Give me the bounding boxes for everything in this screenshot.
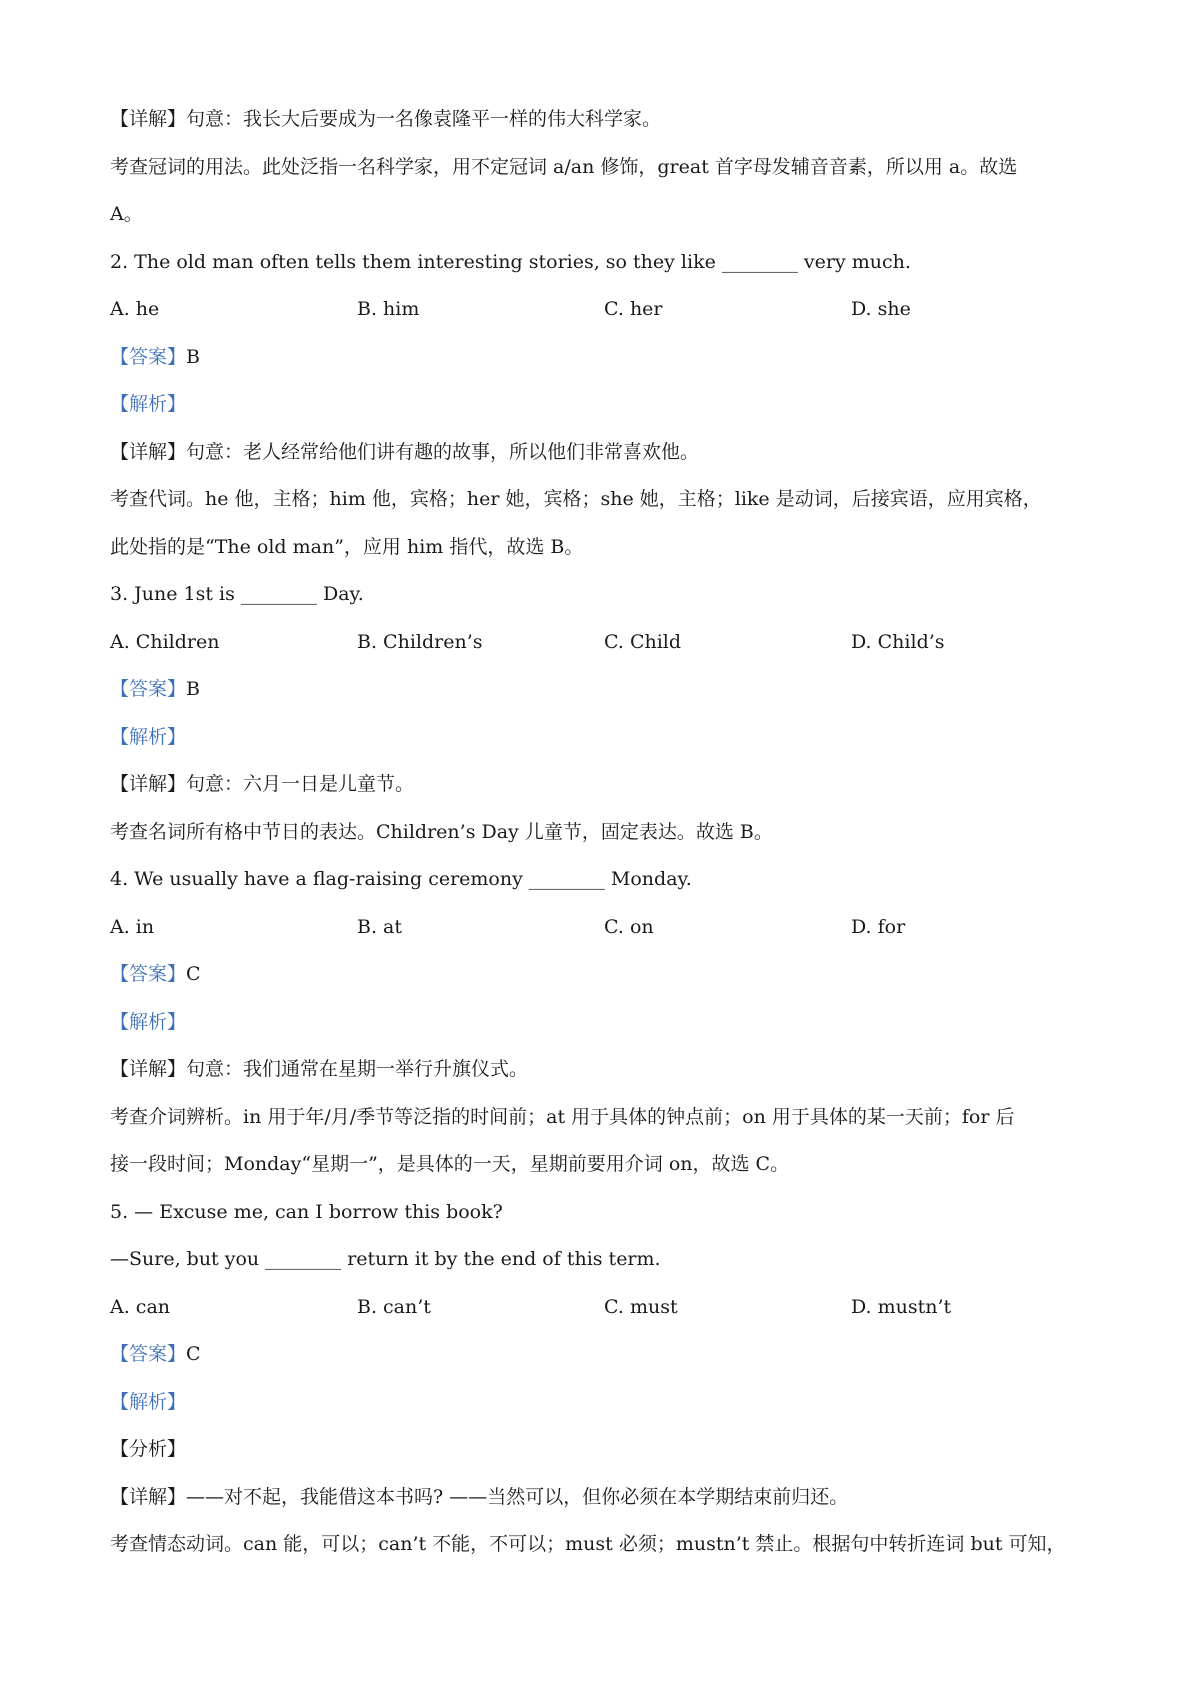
analysis-label: 【解析】 — [110, 393, 187, 415]
text-line: 【详解】句意：老人经常给他们讲有趣的故事，所以他们非常喜欢他。 — [110, 440, 700, 463]
option-item: B. at — [357, 915, 403, 938]
text-line: 【详解】——对不起，我能借这本书吗? ——当然可以，但你必须在本学期结束前归还。 — [110, 1485, 849, 1508]
answer-line — [110, 334, 1100, 382]
answer-label: 【答案】 — [110, 1343, 187, 1365]
option-item: B. Children’s — [357, 630, 483, 653]
text-line: 考查冠词的用法。此处泛指一名科学家，用不定冠词 a/an 修饰，great 首字母发辅音音素，所以用 a。故选 — [110, 155, 1018, 178]
text-line: 3. June 1st is ________ Day. — [110, 583, 364, 605]
text-line: —Sure, but you ________ return it by the end of this term. — [110, 1248, 661, 1270]
option-item: C. on — [604, 915, 654, 938]
answer-value: B — [186, 678, 200, 700]
text-line: 考查代词。he 他，主格；him 他，宾格；her 她，宾格；she 她，主格；like 是动词，后接宾语，应用宾格， — [110, 488, 1042, 510]
option-item: B. him — [357, 298, 420, 320]
text-line: 【分析】 — [110, 1438, 187, 1460]
option-item: C. must — [604, 1295, 678, 1318]
answer-label: 【答案】 — [110, 963, 187, 985]
analysis-label: 【解析】 — [110, 1390, 187, 1413]
option-item: D. for — [851, 915, 906, 938]
answer-options — [110, 286, 1100, 334]
option-item: A. he — [110, 298, 160, 320]
answer-label: 【答案】 — [110, 345, 187, 368]
text-line: 考查情态动词。can 能，可以；can’t 不能，不可以；must 必须；mustn’t 禁止。根据句中转折连词 but 可知， — [110, 1533, 1066, 1555]
analysis-label: 【解析】 — [110, 725, 187, 748]
answer-value: C — [186, 963, 201, 985]
text-line: A。 — [110, 203, 143, 225]
text-line: 接一段时间；Monday“星期一”，是具体的一天，星期前要用介词 on，故选 C。 — [110, 1153, 790, 1175]
text-line: 5. — Excuse me, can I borrow this book? — [110, 1200, 503, 1223]
document-page — [110, 96, 1100, 1569]
analysis-label: 【解析】 — [110, 1010, 187, 1033]
option-item: A. in — [110, 915, 155, 938]
text-line: 4. We usually have a flag-raising ceremony ________ Monday. — [110, 868, 692, 890]
answer-value: B — [186, 345, 200, 368]
answer-value: C — [186, 1343, 201, 1365]
text-line: 此处指的是“The old man”，应用 him 指代，故选 B。 — [110, 535, 584, 558]
option-item: D. mustn’t — [851, 1295, 952, 1318]
answer-line — [110, 666, 1100, 714]
text-line: 2. The old man often tells them interesting stories, so they like ________ very much. — [110, 250, 911, 273]
text-line: 【详解】句意：我长大后要成为一名像袁隆平一样的伟大科学家。 — [110, 108, 662, 130]
answer-options — [110, 619, 1100, 667]
text-line: 【详解】句意：我们通常在星期一举行升旗仪式。 — [110, 1058, 529, 1080]
text-line: 【详解】句意：六月一日是儿童节。 — [110, 773, 415, 795]
answer-line — [110, 1331, 1100, 1379]
text-line: 考查介词辨析。in 用于年/月/季节等泛指的时间前；at 用于具体的钟点前；on 用于具体的某一天前；for 后 — [110, 1105, 1015, 1128]
answer-options — [110, 904, 1100, 952]
answer-options — [110, 1284, 1100, 1332]
answer-line — [110, 951, 1100, 999]
option-item: A. Children — [110, 630, 220, 653]
answer-label: 【答案】 — [110, 678, 187, 700]
option-item: C. her — [604, 298, 663, 320]
option-item: D. she — [851, 298, 911, 320]
text-line: 考查名词所有格中节日的表达。Children’s Day 儿童节，固定表达。故选 B。 — [110, 820, 773, 843]
option-item: B. can’t — [357, 1295, 431, 1318]
option-item: C. Child — [604, 630, 682, 653]
option-item: D. Child’s — [851, 630, 945, 653]
option-item: A. can — [110, 1295, 171, 1318]
